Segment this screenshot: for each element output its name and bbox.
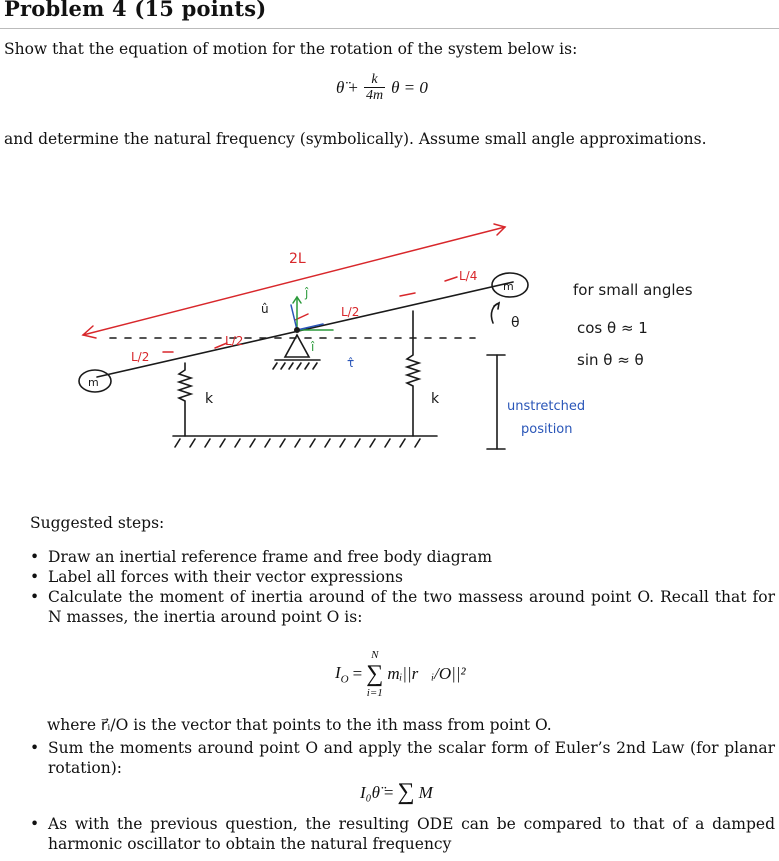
step-item: • Sum the moments around point O and apply the scalar form of Euler’s 2nd Law (for planar rotation):	[30, 738, 775, 778]
eq-frac-denominator: 4m	[365, 88, 384, 103]
step-item: • Draw an inertial reference frame and free body diagram	[30, 547, 775, 567]
step-item: • As with the previous question, the resulting ODE can be compared to that of a damped harmonic oscillator to obtain the natural frequency	[30, 814, 775, 854]
label-j-hat: ĵ	[305, 286, 309, 300]
label-mass-left: m	[88, 376, 99, 389]
unstretched-label-1: unstretched	[507, 399, 586, 414]
small-angles-title: for small angles	[573, 281, 693, 299]
euler-lhs: I₀θ̈	[360, 782, 380, 802]
step-item: • Label all forces with their vector expressions	[30, 567, 775, 587]
system-figure	[65, 205, 725, 455]
steps-list-cont	[30, 738, 775, 778]
followup-text: and determine the natural frequency (symbolically). Assume small angle approximations.	[4, 130, 707, 148]
pivot-point-O	[294, 327, 300, 333]
suggested-steps-label: Suggested steps:	[30, 514, 165, 532]
eq-frac-numerator: k	[371, 72, 378, 87]
steps-list-end	[30, 814, 775, 854]
spring-right	[407, 311, 419, 436]
eq-plus: +	[348, 78, 358, 97]
where-text: where r⃗ᵢ/O is the vector that points to the ith mass from point O.	[47, 716, 552, 734]
inertia-sum: N ∑ i=1	[366, 649, 384, 699]
euler-equation	[360, 779, 433, 806]
label-u-hat: û	[261, 302, 269, 316]
intro-text: Show that the equation of motion for the rotation of the system below is:	[4, 40, 578, 58]
pivot-hatch	[273, 363, 317, 369]
cos-approx: cos θ ≈ 1	[577, 319, 648, 337]
label-k-right: k	[431, 391, 440, 407]
label-l2-a: L/2	[131, 350, 150, 364]
step-item: • Calculate the moment of inertia around of the two massess around point O. Recall that for N masses, the inertia around point O is:	[30, 587, 775, 627]
eq-theta-ddot: θ̈	[336, 78, 345, 97]
inertia-summand: mᵢ||r⃗ᵢ/O||²	[387, 664, 466, 683]
label-2L: 2L	[289, 251, 306, 267]
inertia-lhs: $I_O$	[335, 662, 349, 686]
label-k-left: k	[205, 391, 214, 407]
ground-hatch	[175, 439, 420, 447]
label-mass-right: m	[503, 280, 514, 293]
label-l2-b: L/2	[225, 334, 244, 348]
label-l4: L/4	[459, 269, 478, 283]
tau-vector	[291, 305, 297, 330]
eq-fraction	[364, 72, 385, 104]
problem-title: Problem 4 (15 points)	[4, 0, 267, 21]
euler-equals: =	[383, 782, 394, 802]
euler-sum: ∑	[397, 779, 415, 805]
unstretched-label-2: position	[521, 422, 573, 437]
label-theta: θ	[511, 315, 520, 331]
title-divider	[0, 28, 779, 29]
sin-approx: sin θ ≈ θ	[577, 351, 644, 369]
spring-left	[179, 363, 191, 436]
label-tau-hat: τ̂	[347, 356, 355, 370]
label-i-hat: î	[311, 340, 315, 354]
eq-rhs: θ = 0	[391, 78, 428, 97]
steps-list	[30, 547, 775, 627]
label-l2-c: L/2	[341, 305, 360, 319]
inertia-equation	[335, 649, 466, 699]
inertia-equals: =	[352, 664, 363, 683]
equation-of-motion	[336, 72, 428, 104]
euler-rhs: M	[418, 782, 433, 802]
